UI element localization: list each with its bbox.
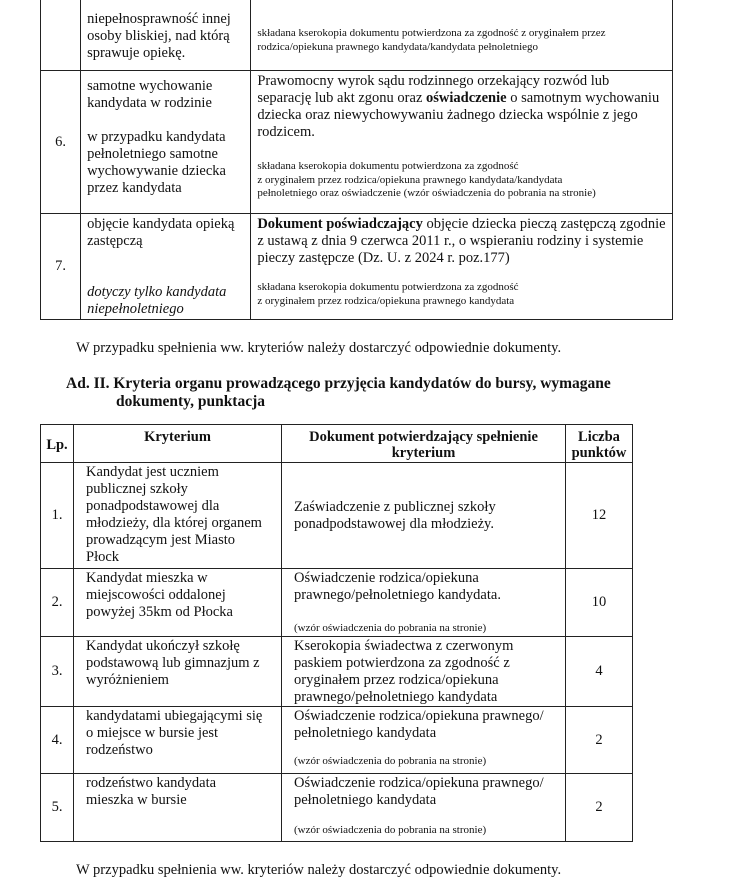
document-note-line: składana kserokopia dokumentu potwierdzona za zgodność (257, 160, 519, 172)
document-cell (251, 214, 673, 320)
points-value: 2 (566, 707, 633, 774)
bold-term: Dokument poświadczający (257, 216, 423, 232)
template-note: (wzór oświadczenia do pobrania na stronie) (294, 755, 487, 767)
criterion-line: wychowywanie dziecka (87, 163, 226, 179)
row-number: 2. (41, 569, 74, 637)
document-cell (251, 71, 673, 214)
criterion-cell: kandydatami ubiegającymi się o miejsce w bursie jest rodzeństwo (74, 707, 282, 774)
criterion-cell (81, 0, 251, 71)
row-number: 1. (41, 463, 74, 569)
document-note-line: pełnoletniego oraz oświadczenie (wzór oświadczenia do pobrania na stronie) (257, 187, 596, 200)
document-note-line: z oryginałem przez rodzica/opiekuna prawnego kandydata (257, 294, 515, 307)
dormitory-criteria-table (40, 424, 633, 842)
document-note-line: składana kserokopia dokumentu potwierdzona za zgodność (257, 281, 519, 293)
criteria-table-continued (40, 0, 673, 320)
criterion-cell: Kandydat mieszka w miejscowości oddalonej powyżej 35km od Płocka (74, 569, 282, 637)
criterion-line: w przypadku kandydata (87, 129, 226, 145)
requirements-note: W przypadku spełnienia ww. kryteriów należy dostarczyć odpowiednie dokumenty. (76, 862, 562, 878)
criterion-line: osoby bliskiej, nad którą (87, 28, 230, 44)
criterion-note-line: niepełnoletniego (87, 301, 184, 317)
section-heading-line: Ad. II. Kryteria organu prowadzącego przyjęcia kandydatów do bursy, wymagane (66, 375, 611, 392)
document-cell (251, 0, 673, 71)
document-cell: Oświadczenie rodzica/opiekuna prawnego/ pełnoletniego kandydata (wzór oświadczenia do pobrania na stronie) (282, 774, 566, 842)
criterion-cell: Kandydat ukończył szkołę podstawową lub gimnazjum z wyróżnieniem (74, 637, 282, 707)
criterion-line: sprawuje opiekę. (87, 45, 186, 61)
template-note: (wzór oświadczenia do pobrania na stronie) (294, 824, 487, 836)
criterion-line: samotne wychowanie (87, 78, 213, 94)
criterion-line: niepełnosprawność innej (87, 11, 231, 27)
criterion-line: zastępczą (87, 233, 143, 249)
header-lp: Lp. (41, 425, 74, 463)
document-cell: Zaświadczenie z publicznej szkoły ponadpodstawowej dla młodzieży. (282, 463, 566, 569)
points-value: 12 (566, 463, 633, 569)
header-criterion: Kryterium (74, 425, 282, 463)
row-number: 4. (41, 707, 74, 774)
document-cell: Kserokopia świadectwa z czerwonym paskiem potwierdzona za zgodność z oryginałem przez rodzica/opiekuna prawnego/pełnoletniego kandydata (282, 637, 566, 707)
bold-term: oświadczenie (426, 90, 507, 106)
requirements-note: W przypadku spełnienia ww. kryteriów należy dostarczyć odpowiednie dokumenty. (76, 340, 562, 356)
document-text: Prawomocny wyrok sądu rodzinnego orzekający rozwód lub separację lub akt zgonu oraz oświadczenie o samotnym wychowaniu dziecka oraz niewychowywaniu żadnego dziecka wspólnie z jego rodzicem. (257, 73, 660, 140)
document-note-line: z oryginałem przez rodzica/opiekuna prawnego kandydata/kandydata (257, 173, 563, 186)
criterion-cell: rodzeństwo kandydata mieszka w bursie (74, 774, 282, 842)
table-row (41, 463, 633, 569)
header-document: Dokument potwierdzający spełnienie kryterium (282, 425, 566, 463)
section-heading (66, 375, 686, 411)
table-row (41, 707, 633, 774)
table-row (41, 774, 633, 842)
document-text: Dokument poświadczający objęcie dziecka pieczą zastępczą zgodnie z ustawą z dnia 9 czerwca 2011 r., o wspieraniu rodziny i systemie pieczy zastępcze (Dz. U. z 2024 r. poz.177) (257, 216, 666, 266)
criterion-cell: Kandydat jest uczniem publicznej szkoły ponadpodstawowej dla młodzieży, dla której organem prowadzącym jest Miasto Płock (74, 463, 282, 569)
row-number: 5. (41, 774, 74, 842)
table-row (41, 637, 633, 707)
document-cell: Oświadczenie rodzica/opiekuna prawnego/pełnoletniego kandydata. (wzór oświadczenia do pobrania na stronie) (282, 569, 566, 637)
document-cell: Oświadczenie rodzica/opiekuna prawnego/ pełnoletniego kandydata (wzór oświadczenia do pobrania na stronie) (282, 707, 566, 774)
points-value: 4 (566, 637, 633, 707)
header-points: Liczba punktów (566, 425, 633, 463)
table-header-row (41, 425, 633, 463)
criterion-line: przez kandydata (87, 180, 182, 196)
row-number: 3. (41, 637, 74, 707)
template-note: (wzór oświadczenia do pobrania na stronie) (294, 622, 487, 634)
criterion-line: kandydata w rodzinie (87, 95, 212, 111)
document-note-line: składana kserokopia dokumentu potwierdzona za zgodność z oryginałem przez (257, 27, 606, 39)
table-row (41, 71, 673, 214)
section-heading-line: dokumenty, punktacja (116, 393, 266, 410)
row-number: 7. (41, 214, 81, 320)
table-row (41, 0, 673, 71)
criterion-note-line: dotyczy tylko kandydata (87, 284, 227, 300)
points-value: 10 (566, 569, 633, 637)
points-value: 2 (566, 774, 633, 842)
document-note-line: rodzica/opiekuna prawnego kandydata/kandydata pełnoletniego (257, 40, 539, 53)
criterion-cell (81, 214, 251, 320)
table-row (41, 214, 673, 320)
table-row (41, 569, 633, 637)
criterion-cell (81, 71, 251, 214)
criterion-line: objęcie kandydata opieką (87, 216, 235, 232)
row-number (41, 0, 81, 71)
criterion-line: pełnoletniego samotne (87, 146, 218, 162)
row-number: 6. (41, 71, 81, 214)
